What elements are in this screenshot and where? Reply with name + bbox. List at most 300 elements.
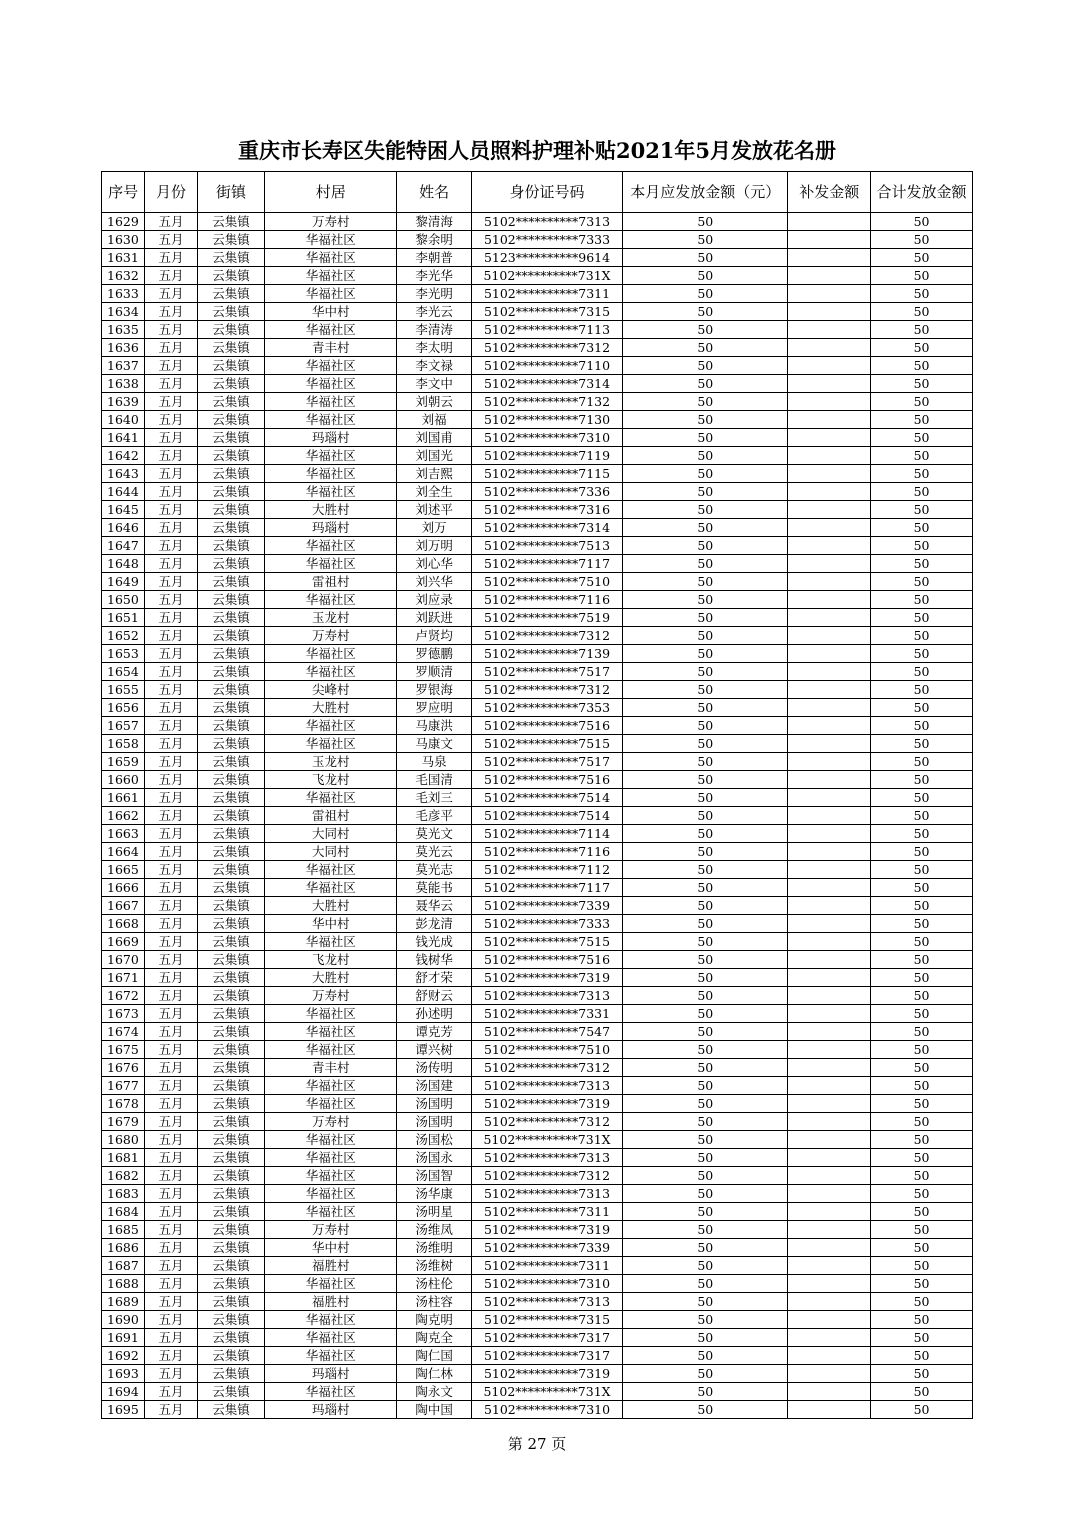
- table-row: [102, 627, 973, 645]
- cell-index: 1637: [102, 357, 145, 375]
- cell-index: 1692: [102, 1347, 145, 1365]
- cell-id-number: 5102**********7333: [471, 915, 622, 933]
- cell-id-number: 5102**********7312: [471, 1167, 622, 1185]
- table-row: [102, 1059, 973, 1077]
- cell-total: 50: [871, 339, 973, 357]
- cell-id-number: 5102**********7115: [471, 465, 622, 483]
- cell-id-number: 5102**********7519: [471, 609, 622, 627]
- cell-index: 1631: [102, 249, 145, 267]
- cell-town: 云集镇: [197, 663, 265, 681]
- cell-id-number: 5102**********7313: [471, 213, 622, 231]
- cell-month: 五月: [145, 951, 197, 969]
- table-row: [102, 879, 973, 897]
- table-row: [102, 1401, 973, 1419]
- cell-name: 毛彦平: [397, 807, 472, 825]
- cell-amount-due: 50: [623, 357, 788, 375]
- cell-town: 云集镇: [197, 501, 265, 519]
- cell-total: 50: [871, 735, 973, 753]
- cell-total: 50: [871, 1329, 973, 1347]
- cell-back-pay: [788, 447, 871, 465]
- cell-village: 玛瑙村: [265, 1365, 397, 1383]
- cell-total: 50: [871, 213, 973, 231]
- cell-month: 五月: [145, 537, 197, 555]
- cell-index: 1643: [102, 465, 145, 483]
- cell-village: 华福社区: [265, 645, 397, 663]
- cell-month: 五月: [145, 933, 197, 951]
- cell-month: 五月: [145, 825, 197, 843]
- cell-name: 李光云: [397, 303, 472, 321]
- table-row: [102, 1095, 973, 1113]
- cell-village: 华中村: [265, 1239, 397, 1257]
- cell-index: 1682: [102, 1167, 145, 1185]
- cell-amount-due: 50: [623, 249, 788, 267]
- cell-total: 50: [871, 1221, 973, 1239]
- cell-month: 五月: [145, 1221, 197, 1239]
- cell-name: 汤传明: [397, 1059, 472, 1077]
- cell-town: 云集镇: [197, 1329, 265, 1347]
- table-row: [102, 825, 973, 843]
- cell-back-pay: [788, 1023, 871, 1041]
- cell-name: 刘朝云: [397, 393, 472, 411]
- cell-town: 云集镇: [197, 1347, 265, 1365]
- cell-total: 50: [871, 1131, 973, 1149]
- table-row: [102, 1293, 973, 1311]
- cell-index: 1668: [102, 915, 145, 933]
- cell-total: 50: [871, 1095, 973, 1113]
- table-row: [102, 771, 973, 789]
- cell-name: 黎清海: [397, 213, 472, 231]
- cell-amount-due: 50: [623, 537, 788, 555]
- cell-name: 聂华云: [397, 897, 472, 915]
- cell-id-number: 5102**********7139: [471, 645, 622, 663]
- cell-amount-due: 50: [623, 663, 788, 681]
- cell-village: 华福社区: [265, 483, 397, 501]
- cell-village: 大胜村: [265, 501, 397, 519]
- cell-town: 云集镇: [197, 1023, 265, 1041]
- cell-index: 1690: [102, 1311, 145, 1329]
- cell-village: 华福社区: [265, 1005, 397, 1023]
- cell-id-number: 5102**********731X: [471, 267, 622, 285]
- cell-amount-due: 50: [623, 1221, 788, 1239]
- cell-amount-due: 50: [623, 573, 788, 591]
- cell-month: 五月: [145, 483, 197, 501]
- cell-index: 1683: [102, 1185, 145, 1203]
- cell-id-number: 5102**********7514: [471, 807, 622, 825]
- cell-id-number: 5102**********7311: [471, 285, 622, 303]
- cell-name: 李文中: [397, 375, 472, 393]
- cell-name: 李光明: [397, 285, 472, 303]
- cell-id-number: 5102**********7516: [471, 951, 622, 969]
- col-header-id-number: 身份证号码: [471, 172, 622, 213]
- cell-index: 1663: [102, 825, 145, 843]
- cell-back-pay: [788, 681, 871, 699]
- cell-name: 毛刘三: [397, 789, 472, 807]
- cell-total: 50: [871, 1383, 973, 1401]
- cell-index: 1646: [102, 519, 145, 537]
- cell-town: 云集镇: [197, 393, 265, 411]
- table-body: [102, 213, 973, 1419]
- cell-amount-due: 50: [623, 1293, 788, 1311]
- cell-town: 云集镇: [197, 1365, 265, 1383]
- cell-town: 云集镇: [197, 1113, 265, 1131]
- cell-index: 1689: [102, 1293, 145, 1311]
- cell-town: 云集镇: [197, 1257, 265, 1275]
- cell-back-pay: [788, 429, 871, 447]
- cell-index: 1636: [102, 339, 145, 357]
- cell-back-pay: [788, 1257, 871, 1275]
- cell-back-pay: [788, 1059, 871, 1077]
- cell-back-pay: [788, 717, 871, 735]
- cell-village: 华福社区: [265, 1077, 397, 1095]
- cell-amount-due: 50: [623, 1203, 788, 1221]
- cell-index: 1661: [102, 789, 145, 807]
- cell-id-number: 5102**********7119: [471, 447, 622, 465]
- cell-village: 华福社区: [265, 375, 397, 393]
- cell-index: 1674: [102, 1023, 145, 1041]
- cell-village: 华福社区: [265, 285, 397, 303]
- cell-village: 华福社区: [265, 861, 397, 879]
- cell-village: 华福社区: [265, 1185, 397, 1203]
- cell-amount-due: 50: [623, 807, 788, 825]
- cell-total: 50: [871, 753, 973, 771]
- cell-id-number: 5123**********9614: [471, 249, 622, 267]
- cell-id-number: 5102**********7353: [471, 699, 622, 717]
- cell-total: 50: [871, 681, 973, 699]
- cell-month: 五月: [145, 1131, 197, 1149]
- cell-village: 华福社区: [265, 411, 397, 429]
- cell-month: 五月: [145, 1293, 197, 1311]
- cell-amount-due: 50: [623, 897, 788, 915]
- cell-town: 云集镇: [197, 825, 265, 843]
- cell-name: 马康洪: [397, 717, 472, 735]
- cell-town: 云集镇: [197, 1311, 265, 1329]
- cell-index: 1685: [102, 1221, 145, 1239]
- table-row: [102, 915, 973, 933]
- cell-amount-due: 50: [623, 411, 788, 429]
- cell-name: 汤维明: [397, 1239, 472, 1257]
- cell-index: 1652: [102, 627, 145, 645]
- cell-total: 50: [871, 897, 973, 915]
- cell-village: 华福社区: [265, 1131, 397, 1149]
- cell-back-pay: [788, 897, 871, 915]
- table-row: [102, 969, 973, 987]
- cell-month: 五月: [145, 1167, 197, 1185]
- table-row: [102, 303, 973, 321]
- cell-village: 华福社区: [265, 465, 397, 483]
- table-row: [102, 1203, 973, 1221]
- table-row: [102, 681, 973, 699]
- cell-town: 云集镇: [197, 1167, 265, 1185]
- cell-back-pay: [788, 969, 871, 987]
- cell-back-pay: [788, 1203, 871, 1221]
- cell-village: 大同村: [265, 825, 397, 843]
- table-row: [102, 393, 973, 411]
- cell-name: 刘国甫: [397, 429, 472, 447]
- cell-total: 50: [871, 303, 973, 321]
- cell-index: 1641: [102, 429, 145, 447]
- cell-town: 云集镇: [197, 537, 265, 555]
- cell-village: 华福社区: [265, 1203, 397, 1221]
- cell-town: 云集镇: [197, 1221, 265, 1239]
- cell-id-number: 5102**********7516: [471, 717, 622, 735]
- cell-town: 云集镇: [197, 861, 265, 879]
- cell-index: 1684: [102, 1203, 145, 1221]
- table-row: [102, 267, 973, 285]
- cell-id-number: 5102**********7515: [471, 735, 622, 753]
- cell-amount-due: 50: [623, 501, 788, 519]
- cell-total: 50: [871, 771, 973, 789]
- cell-total: 50: [871, 717, 973, 735]
- table-row: [102, 861, 973, 879]
- cell-town: 云集镇: [197, 465, 265, 483]
- cell-name: 汤国永: [397, 1149, 472, 1167]
- cell-month: 五月: [145, 1203, 197, 1221]
- cell-amount-due: 50: [623, 861, 788, 879]
- cell-index: 1665: [102, 861, 145, 879]
- cell-amount-due: 50: [623, 1383, 788, 1401]
- cell-amount-due: 50: [623, 303, 788, 321]
- cell-town: 云集镇: [197, 699, 265, 717]
- cell-town: 云集镇: [197, 1077, 265, 1095]
- cell-index: 1675: [102, 1041, 145, 1059]
- cell-name: 刘应录: [397, 591, 472, 609]
- roster-table: [101, 171, 973, 1419]
- col-header-amount-due: 本月应发放金额（元）: [623, 172, 788, 213]
- cell-id-number: 5102**********7517: [471, 753, 622, 771]
- cell-amount-due: 50: [623, 429, 788, 447]
- cell-id-number: 5102**********7113: [471, 321, 622, 339]
- cell-village: 华福社区: [265, 1347, 397, 1365]
- cell-amount-due: 50: [623, 231, 788, 249]
- cell-back-pay: [788, 1095, 871, 1113]
- cell-total: 50: [871, 1401, 973, 1419]
- cell-index: 1673: [102, 1005, 145, 1023]
- cell-id-number: 5102**********7311: [471, 1203, 622, 1221]
- cell-amount-due: 50: [623, 1401, 788, 1419]
- cell-total: 50: [871, 699, 973, 717]
- cell-index: 1691: [102, 1329, 145, 1347]
- cell-village: 福胜村: [265, 1257, 397, 1275]
- cell-index: 1676: [102, 1059, 145, 1077]
- cell-index: 1666: [102, 879, 145, 897]
- cell-total: 50: [871, 1365, 973, 1383]
- table-row: [102, 897, 973, 915]
- cell-name: 刘国光: [397, 447, 472, 465]
- cell-month: 五月: [145, 735, 197, 753]
- cell-id-number: 5102**********7336: [471, 483, 622, 501]
- cell-month: 五月: [145, 1185, 197, 1203]
- cell-total: 50: [871, 645, 973, 663]
- cell-month: 五月: [145, 699, 197, 717]
- cell-back-pay: [788, 249, 871, 267]
- cell-back-pay: [788, 753, 871, 771]
- cell-month: 五月: [145, 753, 197, 771]
- cell-amount-due: 50: [623, 1329, 788, 1347]
- cell-month: 五月: [145, 1383, 197, 1401]
- col-header-back-pay: 补发金额: [788, 172, 871, 213]
- cell-month: 五月: [145, 627, 197, 645]
- table-row: [102, 717, 973, 735]
- cell-amount-due: 50: [623, 591, 788, 609]
- cell-month: 五月: [145, 1239, 197, 1257]
- table-row: [102, 987, 973, 1005]
- cell-name: 马泉: [397, 753, 472, 771]
- cell-month: 五月: [145, 969, 197, 987]
- cell-back-pay: [788, 285, 871, 303]
- cell-index: 1656: [102, 699, 145, 717]
- cell-town: 云集镇: [197, 1095, 265, 1113]
- table-row: [102, 1239, 973, 1257]
- table-row: [102, 735, 973, 753]
- cell-back-pay: [788, 771, 871, 789]
- cell-name: 罗银海: [397, 681, 472, 699]
- cell-name: 谭克芳: [397, 1023, 472, 1041]
- cell-name: 汤国明: [397, 1113, 472, 1131]
- cell-id-number: 5102**********7331: [471, 1005, 622, 1023]
- cell-back-pay: [788, 933, 871, 951]
- cell-name: 莫光志: [397, 861, 472, 879]
- cell-town: 云集镇: [197, 951, 265, 969]
- cell-index: 1681: [102, 1149, 145, 1167]
- cell-town: 云集镇: [197, 1239, 265, 1257]
- cell-amount-due: 50: [623, 321, 788, 339]
- col-header-index: 序号: [102, 172, 145, 213]
- cell-month: 五月: [145, 465, 197, 483]
- cell-amount-due: 50: [623, 465, 788, 483]
- cell-total: 50: [871, 825, 973, 843]
- col-header-month: 月份: [145, 172, 197, 213]
- cell-town: 云集镇: [197, 411, 265, 429]
- cell-total: 50: [871, 933, 973, 951]
- cell-month: 五月: [145, 1059, 197, 1077]
- cell-back-pay: [788, 1329, 871, 1347]
- cell-total: 50: [871, 843, 973, 861]
- cell-name: 谭兴树: [397, 1041, 472, 1059]
- cell-index: 1640: [102, 411, 145, 429]
- cell-id-number: 5102**********7547: [471, 1023, 622, 1041]
- cell-total: 50: [871, 1059, 973, 1077]
- cell-town: 云集镇: [197, 339, 265, 357]
- cell-id-number: 5102**********7117: [471, 879, 622, 897]
- cell-month: 五月: [145, 1113, 197, 1131]
- cell-village: 玉龙村: [265, 753, 397, 771]
- cell-amount-due: 50: [623, 1365, 788, 1383]
- cell-id-number: 5102**********7313: [471, 1149, 622, 1167]
- cell-village: 华福社区: [265, 1023, 397, 1041]
- cell-index: 1664: [102, 843, 145, 861]
- cell-total: 50: [871, 1203, 973, 1221]
- cell-town: 云集镇: [197, 285, 265, 303]
- cell-village: 华中村: [265, 303, 397, 321]
- cell-id-number: 5102**********7319: [471, 1221, 622, 1239]
- cell-name: 汤国智: [397, 1167, 472, 1185]
- cell-amount-due: 50: [623, 213, 788, 231]
- cell-village: 大同村: [265, 843, 397, 861]
- cell-total: 50: [871, 861, 973, 879]
- cell-month: 五月: [145, 1023, 197, 1041]
- cell-month: 五月: [145, 1347, 197, 1365]
- cell-name: 陶永文: [397, 1383, 472, 1401]
- cell-amount-due: 50: [623, 987, 788, 1005]
- cell-name: 莫光文: [397, 825, 472, 843]
- cell-village: 华福社区: [265, 933, 397, 951]
- table-row: [102, 1311, 973, 1329]
- cell-month: 五月: [145, 429, 197, 447]
- cell-amount-due: 50: [623, 1347, 788, 1365]
- table-row: [102, 213, 973, 231]
- cell-month: 五月: [145, 393, 197, 411]
- cell-amount-due: 50: [623, 447, 788, 465]
- cell-month: 五月: [145, 267, 197, 285]
- cell-village: 华中村: [265, 915, 397, 933]
- cell-village: 大胜村: [265, 897, 397, 915]
- cell-amount-due: 50: [623, 789, 788, 807]
- cell-amount-due: 50: [623, 1095, 788, 1113]
- cell-village: 华福社区: [265, 663, 397, 681]
- cell-total: 50: [871, 1005, 973, 1023]
- cell-id-number: 5102**********7132: [471, 393, 622, 411]
- cell-name: 钱树华: [397, 951, 472, 969]
- cell-name: 李文禄: [397, 357, 472, 375]
- cell-amount-due: 50: [623, 1041, 788, 1059]
- cell-month: 五月: [145, 843, 197, 861]
- cell-index: 1660: [102, 771, 145, 789]
- cell-village: 华福社区: [265, 1383, 397, 1401]
- cell-total: 50: [871, 537, 973, 555]
- cell-amount-due: 50: [623, 753, 788, 771]
- cell-id-number: 5102**********7310: [471, 429, 622, 447]
- cell-town: 云集镇: [197, 915, 265, 933]
- cell-name: 刘全生: [397, 483, 472, 501]
- cell-total: 50: [871, 501, 973, 519]
- table-row: [102, 573, 973, 591]
- table-row: [102, 1149, 973, 1167]
- cell-index: 1672: [102, 987, 145, 1005]
- cell-back-pay: [788, 555, 871, 573]
- cell-index: 1638: [102, 375, 145, 393]
- cell-amount-due: 50: [623, 1275, 788, 1293]
- cell-town: 云集镇: [197, 1203, 265, 1221]
- table-row: [102, 357, 973, 375]
- cell-amount-due: 50: [623, 843, 788, 861]
- cell-month: 五月: [145, 519, 197, 537]
- cell-id-number: 5102**********7310: [471, 1275, 622, 1293]
- cell-index: 1649: [102, 573, 145, 591]
- cell-month: 五月: [145, 339, 197, 357]
- cell-amount-due: 50: [623, 1023, 788, 1041]
- cell-id-number: 5102**********7310: [471, 1401, 622, 1419]
- cell-total: 50: [871, 609, 973, 627]
- cell-village: 华福社区: [265, 447, 397, 465]
- cell-back-pay: [788, 375, 871, 393]
- cell-index: 1632: [102, 267, 145, 285]
- cell-amount-due: 50: [623, 627, 788, 645]
- cell-amount-due: 50: [623, 1077, 788, 1095]
- cell-village: 华福社区: [265, 735, 397, 753]
- table-row: [102, 1185, 973, 1203]
- table-row: [102, 1275, 973, 1293]
- table-row: [102, 1221, 973, 1239]
- cell-id-number: 5102**********7312: [471, 339, 622, 357]
- cell-total: 50: [871, 429, 973, 447]
- table-row: [102, 339, 973, 357]
- cell-village: 万寿村: [265, 627, 397, 645]
- cell-id-number: 5102**********7314: [471, 519, 622, 537]
- cell-village: 玛瑙村: [265, 519, 397, 537]
- cell-total: 50: [871, 1185, 973, 1203]
- cell-town: 云集镇: [197, 753, 265, 771]
- table-row: [102, 465, 973, 483]
